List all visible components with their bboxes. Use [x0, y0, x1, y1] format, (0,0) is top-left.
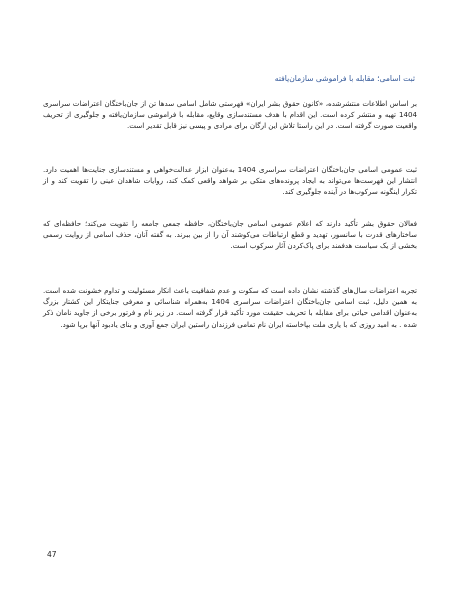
section-heading: ثبت اسامی؛ مقابله با فراموشی سازمان‌یافته — [274, 74, 415, 83]
paragraph-1: بر اساس اطلاعات منتشرشده، «کانون حقوق بشر ایران» فهرستی شامل اسامی سدها تن از جان‌باختگان اعتراضات سراسری 1404 تهیه و منتشر کرده است. این اقدام با هدف مستندسازی وقایع، مقابله با فراموشی سازمان‌یافته و جلوگیری از تحریف واقعیت صورت گرفته است. در این راستا تلاش این ارگان برای مرادی و پیسی نیز قابل تقدیر است. — [43, 99, 417, 131]
paragraph-4: تجربه اعتراضات سال‌های گذشته نشان داده است که سکوت و عدم شفافیت باعث انکار مسئولیت و تداوم خشونت شده است. به همین دلیل، ثبت اسامی جان‌باختگان اعتراضات سراسری 1404 به‌همراه شناسائی و معرفی جنایتکار این کشتار بزرگ به‌عنوان اقدامی حیاتی برای مقابله با تحریف حقیقت مورد تأکید قرار گرفته است. در زیر نام و فرتور برخی از جاوید نامان ذکر شده . به امید روزی که با یاری ملت بپاخاسته ایران نام تمامی فرزندان راستین ایران جمع آوری و بنای یادبود آنها برپا شود. — [43, 286, 417, 329]
page-number: 47 — [47, 550, 57, 559]
paragraph-2: ثبت عمومی اسامی جان‌باختگان اعتراضات سراسری 1404 به‌عنوان ابزار عدالت‌خواهی و مستندسازی جنایت‌ها اهمیت دارد. انتشار این فهرست‌ها می‌تواند به ایجاد پرونده‌های متکی بر شواهد واقعی کمک کند، روایات شاهدان عینی را تقویت کند و از تکرار اینگونه سرکوب‌ها در آینده جلوگیری کند. — [43, 165, 417, 197]
paragraph-3: فعالان حقوق بشر تأکید دارند که اعلام عمومی اسامی جان‌باختگان، حافظه جمعی جامعه را تقویت می‌کند؛ حافظه‌ای که ساختارهای قدرت با سانسور، تهدید و قطع ارتباطات می‌کوشند آن را از بین ببرند. به گفته آنان، حذف اسامی از روایت رسمی بخشی از یک سیاست هدفمند برای پاک‌کردن آثار سرکوب است. — [43, 219, 417, 251]
